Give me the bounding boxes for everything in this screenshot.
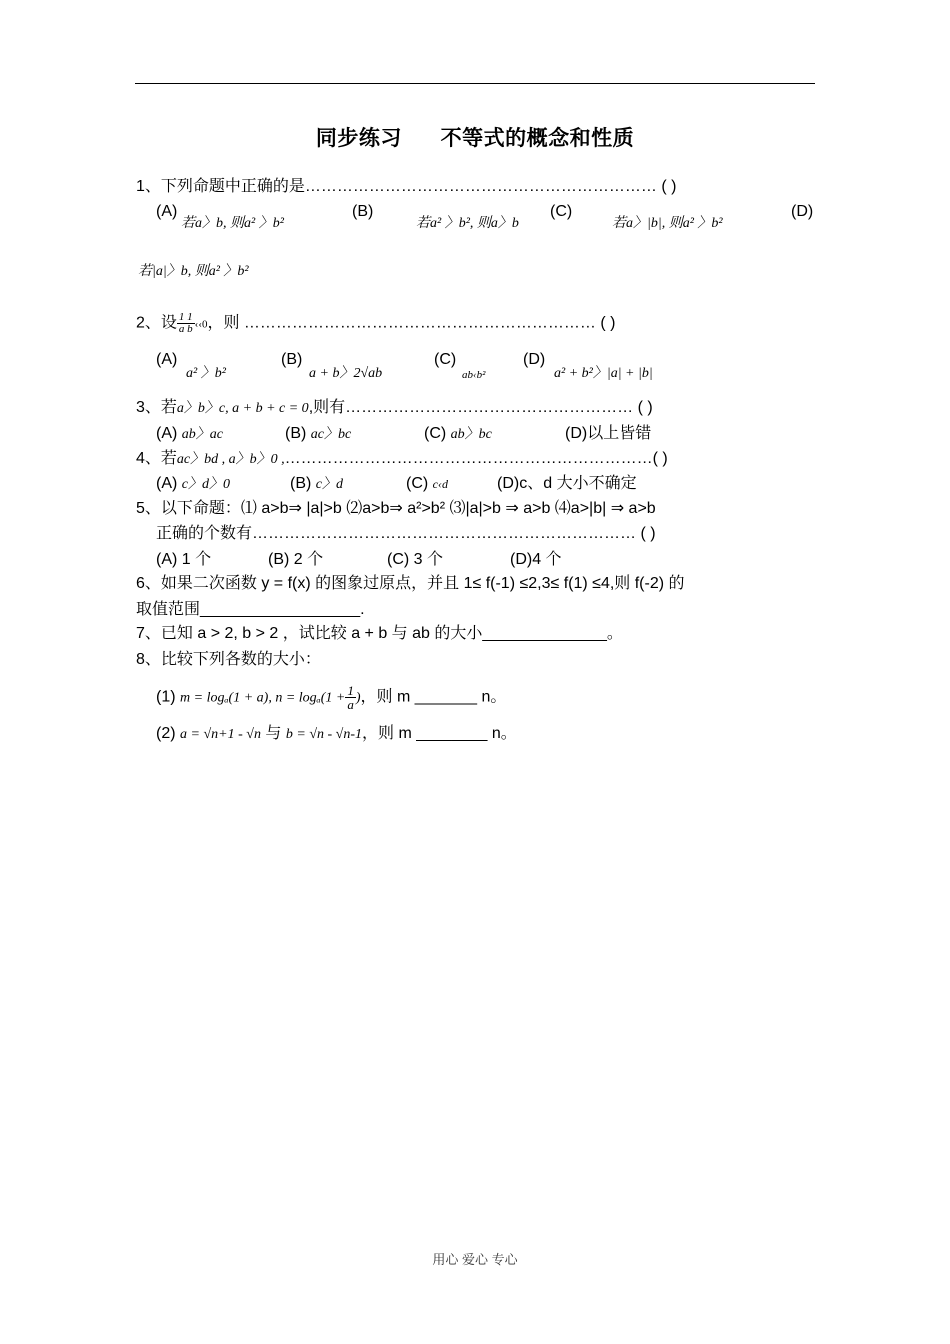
q1-stem: 1、下列命题中正确的是………………………………………………………… ( ) xyxy=(136,178,677,195)
q3-c-math: ab〉bc xyxy=(450,427,492,442)
q8-p1-math: m = logₐ(1 + a), n = logₐ(1 + xyxy=(180,690,346,706)
q5-b: (B) 2 个 xyxy=(268,551,324,568)
q3-d-label: (D) xyxy=(565,425,588,442)
q4-a-label: (A) xyxy=(156,475,178,492)
q1-b-math: 若a² 〉b², 则a〉b xyxy=(416,216,519,231)
q2-frac-den: a b xyxy=(178,323,193,335)
q4-a xyxy=(156,474,230,495)
q8-p2-mid: 与 xyxy=(265,725,282,742)
q3-b-math: ac〉bc xyxy=(310,427,352,442)
q4-d-text: c、d 大小不确定 xyxy=(519,475,637,492)
q8-p1-frac-num: 1 xyxy=(347,683,354,698)
q4-c xyxy=(406,474,448,494)
q5-stem: 5、以下命题：⑴ a>b⇒ |a|>b ⑵a>b⇒ a²>b² ⑶|a|>b ⇒ a>b ⑷a>|b| ⇒ a>b xyxy=(136,500,656,517)
q5-stem2: 正确的个数有……………………………………………………………… ( ) xyxy=(156,525,656,542)
q4-b-math: c〉d xyxy=(315,477,343,492)
q8-p1-label: (1) xyxy=(156,688,176,706)
q3-c-label: (C) xyxy=(424,425,447,442)
q3-stem xyxy=(136,398,653,419)
q1-a-label: (A) xyxy=(156,203,178,220)
header-rule xyxy=(135,83,815,84)
q3-a-math: ab〉ac xyxy=(181,427,223,442)
q2-c-label: (C) xyxy=(434,351,457,368)
q2-b-math: a + b〉2√ab xyxy=(309,366,383,381)
q2-d-math: a² + b²〉|a| + |b| xyxy=(554,366,653,381)
q4-math: ac〉bd , a〉b〉0 , xyxy=(176,452,285,467)
page-footer: 用心 爱心 专心 xyxy=(432,1252,518,1267)
q3-b xyxy=(285,424,351,445)
title-left: 同步练习 xyxy=(315,127,402,150)
title-right: 不等式的概念和性质 xyxy=(440,127,635,150)
q8-p2-math-a: a = √n+1 - √n xyxy=(180,727,261,742)
q8-stem: 8、比较下列各数的大小： xyxy=(136,651,321,668)
q5-c: (C) 3 个 xyxy=(387,551,444,568)
q7-text: 7、已知 a > 2, b > 2 ，试比较 a + b 与 ab 的大小______________。 xyxy=(136,625,623,642)
q8-p2-suffix: ，则 m ________ n。 xyxy=(362,725,517,742)
q3-math: a〉b〉c, a + b + c = 0 xyxy=(176,401,309,416)
q8-part2 xyxy=(156,724,517,745)
q1-c-label: (C) xyxy=(550,203,573,220)
q8-part1 xyxy=(156,684,506,711)
q4-b xyxy=(290,474,343,495)
q3-suffix: ,则有……………………………………………… ( ) xyxy=(308,399,653,416)
q3-d-text: 以上皆错 xyxy=(587,425,652,442)
q4-b-label: (B) xyxy=(290,475,312,492)
q6-line1: 6、如果二次函数 y = f(x) 的图象过原点，并且 1≤ f(-1) ≤2,3≤ f(1) ≤4,则 f(-2) 的 xyxy=(136,575,685,592)
q2-a-label: (A) xyxy=(156,351,178,368)
q5-d: (D)4 个 xyxy=(510,551,562,568)
q4-d-label: (D) xyxy=(497,475,520,492)
q2-fraction xyxy=(177,312,195,335)
q4-c-label: (C) xyxy=(406,475,429,492)
q2-frac-num: 1 1 xyxy=(178,311,193,323)
q4-d xyxy=(497,474,637,494)
q2-b-label: (B) xyxy=(281,351,303,368)
q8-p1-fraction xyxy=(345,684,356,711)
q1-a-math: 若a〉b, 则a² 〉b² xyxy=(181,216,284,231)
q8-p1-frac-den: a xyxy=(347,697,354,712)
q3-d xyxy=(565,424,651,444)
q1-d-math: 若|a|〉b, 则a² 〉b² xyxy=(138,264,249,279)
q2-frac-tail: ‹‹0 xyxy=(194,318,208,331)
q4-prefix: 4、若 xyxy=(136,450,177,467)
q1-d-label: (D) xyxy=(791,203,814,220)
q8-p1-tail: ) xyxy=(355,690,361,706)
q4-suffix: ……………………………………………………………( ) xyxy=(284,450,668,467)
q6-line2: 取值范围__________________. xyxy=(136,601,365,618)
q4-a-math: c〉d〉0 xyxy=(181,477,230,492)
q3-c xyxy=(424,424,492,445)
q2-d-label: (D) xyxy=(523,351,546,368)
q2-a-math: a² 〉b² xyxy=(186,366,226,381)
q8-p2-label: (2) xyxy=(156,725,176,742)
q8-p2-math-b: b = √n - √n-1 xyxy=(285,727,363,742)
q2-stem-suffix: ，则 ………………………………………………………… ( ) xyxy=(207,314,616,332)
q2-c-math: ab‹b² xyxy=(462,369,486,381)
q1-c-math: 若a〉|b|, 则a² 〉b² xyxy=(612,216,723,231)
q4-stem xyxy=(136,449,668,470)
q4-c-math: c‹d xyxy=(432,477,448,491)
page-title xyxy=(0,122,950,152)
q5-a: (A) 1 个 xyxy=(156,551,212,568)
q2-stem xyxy=(136,312,615,335)
q1-b-label: (B) xyxy=(352,203,374,220)
q3-a xyxy=(156,424,223,445)
q8-p1-suffix: ，则 m _______ n。 xyxy=(360,688,507,706)
q3-b-label: (B) xyxy=(285,425,307,442)
q3-prefix: 3、若 xyxy=(136,399,177,416)
q2-stem-prefix: 2、设 xyxy=(136,314,177,332)
q3-a-label: (A) xyxy=(156,425,178,442)
